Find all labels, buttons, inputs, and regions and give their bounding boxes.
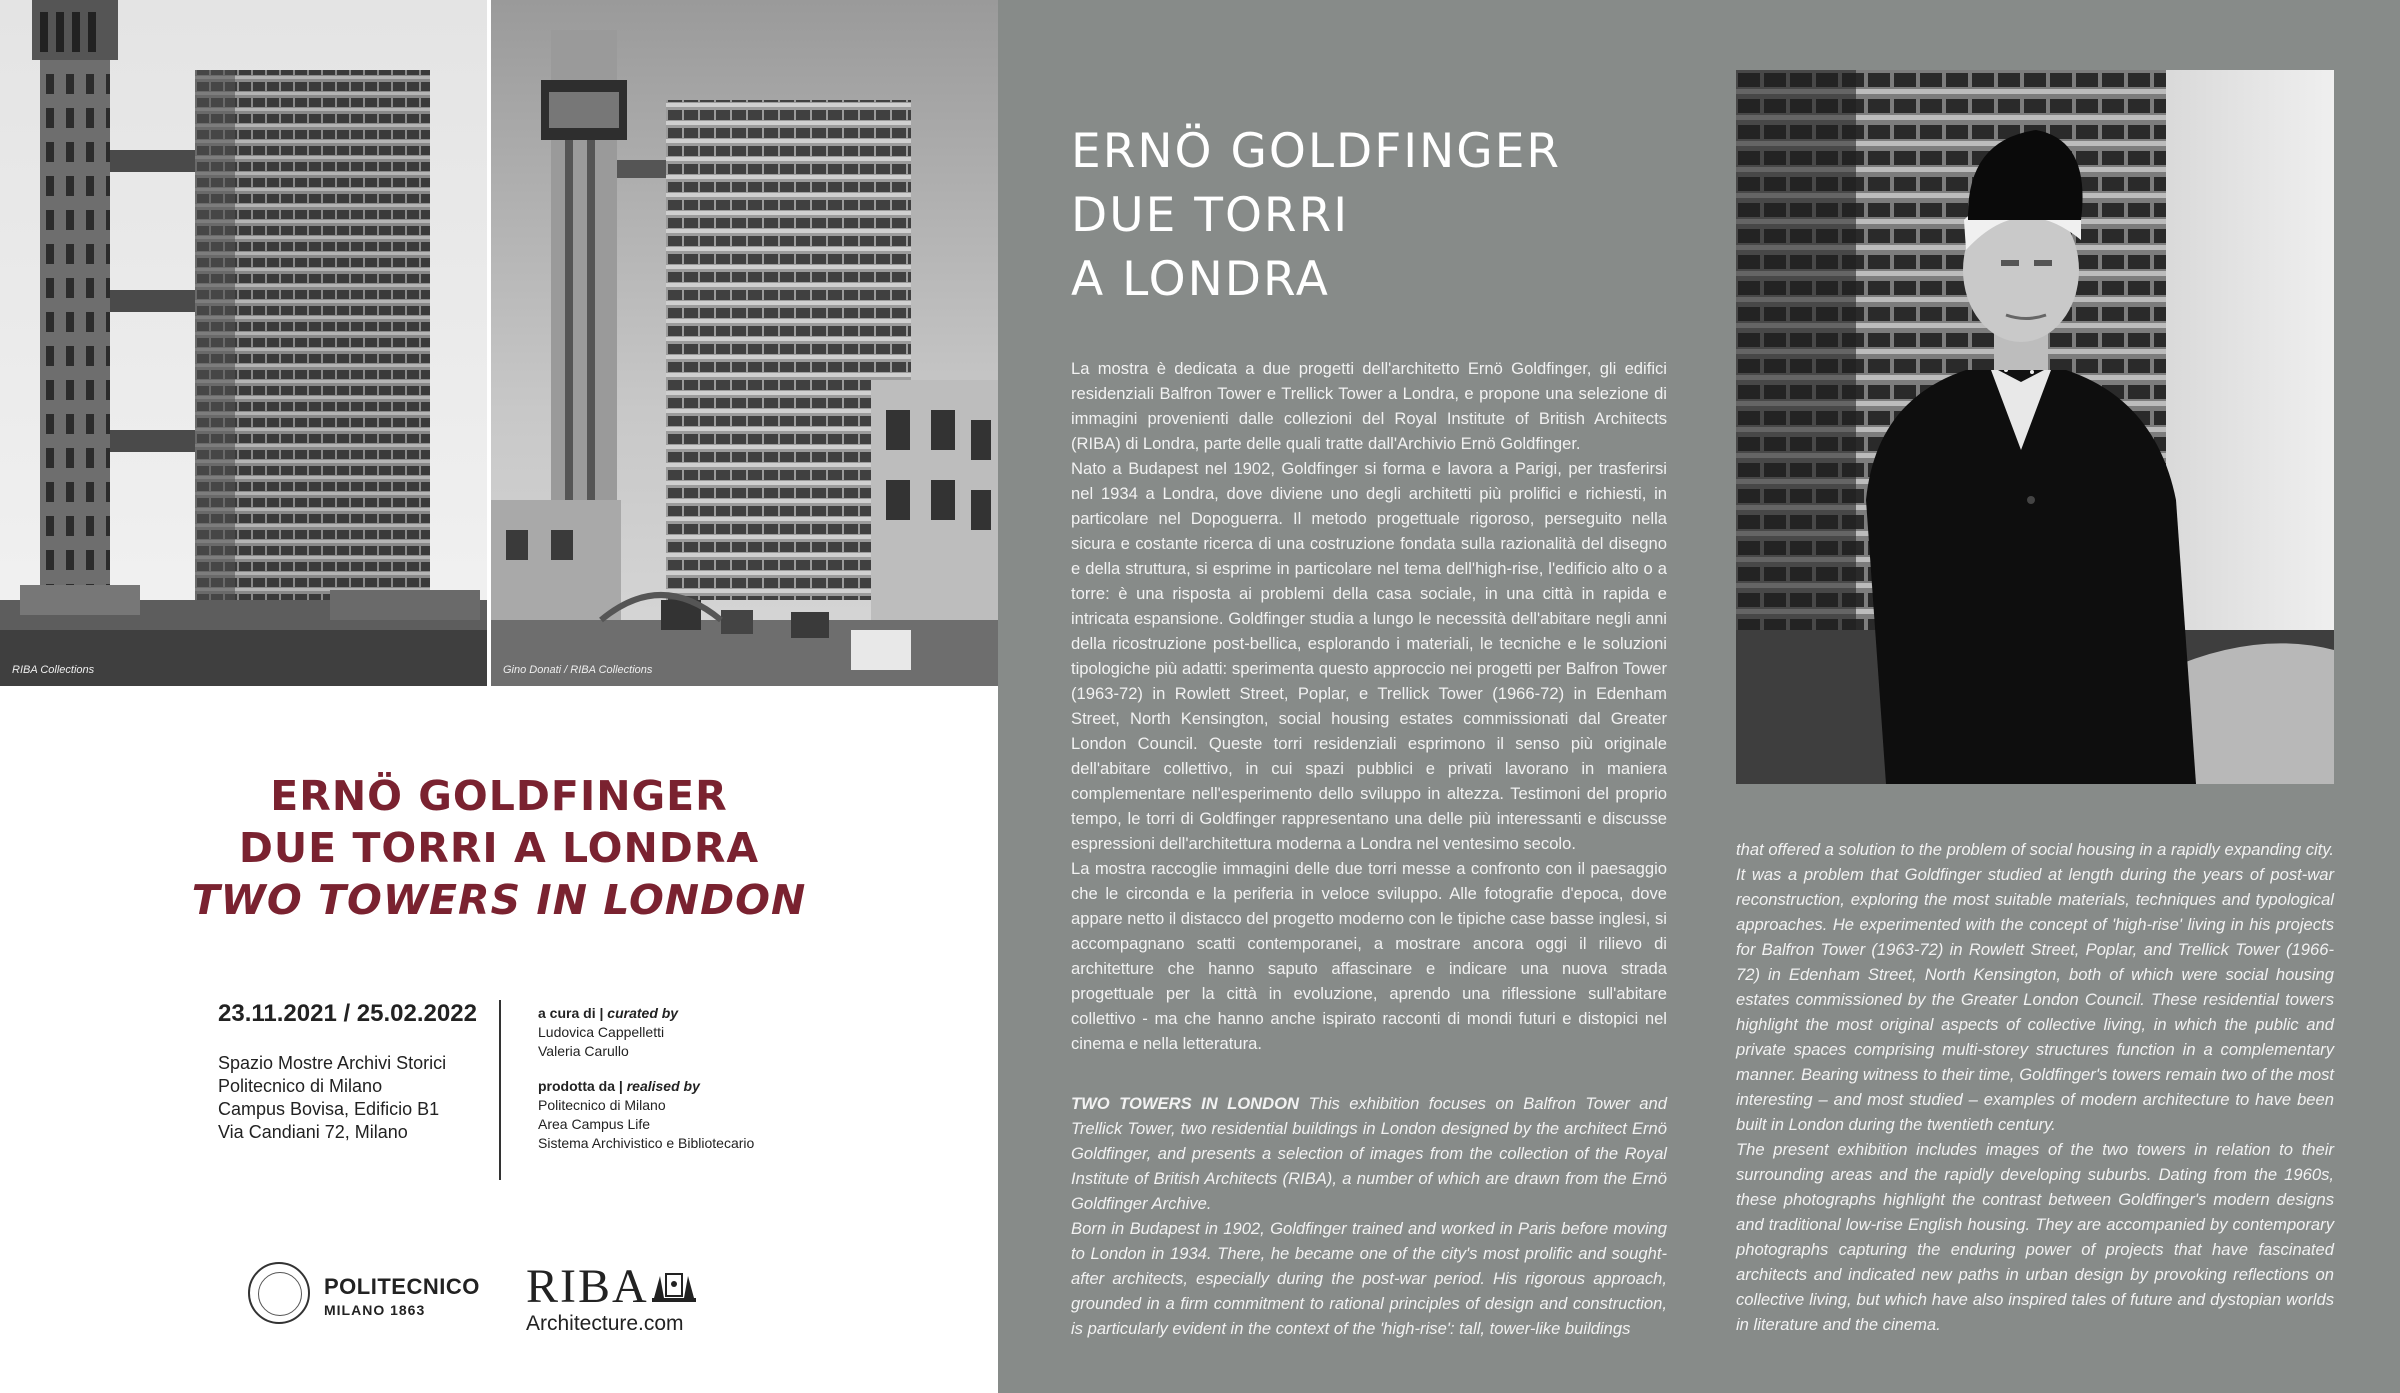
- divider: [499, 1000, 501, 1180]
- photo-credit: Gino Donati / RIBA Collections: [503, 664, 653, 676]
- venue-line: Politecnico di Milano: [218, 1076, 383, 1096]
- politecnico-seal-icon: [248, 1262, 310, 1324]
- text-paragraph: TWO TOWERS IN LONDON This exhibition focuses on Balfron Tower and Trellick Tower, two residential buildings in London designed by the architect Ernö Goldfinger, and presents a selection of images from the collection of the Royal Institute of British Architects (RIBA), a number of which are drawn from the Ernö Goldfinger Archive.: [1071, 1094, 1667, 1213]
- title-line: DUE TORRI A LONDRA: [238, 824, 760, 872]
- produced-heading: prodotta da | realised by: [538, 1078, 700, 1094]
- text-paragraph: La mostra è dedicata a due progetti dell'architetto Ernö Goldfinger, gli edifici residenziali Balfron Tower e Trellick Tower a Londra, e propone una selezione di immagini provenienti dalle collezioni del Royal Institute of British Architects (RIBA) di Londra, parte delle quali tratte dall'Archivio Ernö Goldfinger.: [1071, 359, 1667, 453]
- logo-name: POLITECNICO: [324, 1274, 480, 1299]
- venue-line: Spazio Mostre Archivi Storici: [218, 1053, 447, 1073]
- text-paragraph: La mostra raccoglie immagini delle due torri messe a confronto con il paesaggio che le circonda e la periferia in veloce sviluppo. Alle fotografie d'epoca, dove appare netto il distacco del progetto moderno con le tipiche case basse inglesi, si accompagnano scatti contemporanei, a mostrare ancora oggi il rilievo di architetture che hanno saputo affascinare e indicare una nuova strada progettuale per la città in evoluzione, aprendo una riflessione sull'abitare collettivo - ma che hanno anche ispirato racconti di mondi futuri e distopici nel cinema e nella letteratura.: [1071, 859, 1667, 1053]
- title-english: TWO TOWERS IN LONDON: [191, 876, 807, 924]
- credits-block: [538, 1004, 754, 1153]
- venue-address: [218, 1052, 446, 1144]
- curator-name: Valeria Carullo: [538, 1043, 629, 1059]
- english-text-part-2: [1736, 837, 2334, 1337]
- goldfinger-portrait-photo: [1736, 70, 2334, 784]
- curated-heading: a cura di | curated by: [538, 1005, 679, 1021]
- producer-name: Sistema Archivistico e Bibliotecario: [538, 1135, 755, 1151]
- english-heading: TWO TOWERS IN LONDON: [1071, 1094, 1300, 1113]
- balfron-tower-photo: [0, 0, 487, 686]
- riba-crest-icon: [650, 1268, 698, 1308]
- venue-line: Via Candiani 72, Milano: [218, 1122, 408, 1142]
- text-paragraph: that offered a solution to the problem of social housing in a rapidly expanding city. It was a problem that Goldfinger studied at length during the years of post-war reconstruction, exploring the most suitable materials, techniques and typological approaches. He experimented with the concept of 'high-rise' living in his projects for Balfron Tower (1963-72) in Rowlett Street, Poplar, and Trellick Tower (1966-72) in Edenham Street, North Kensington, both of which were social housing estates commissioned by the Greater London Council. These residential towers highlight the most original aspects of collective living, in which the public and private spaces comprising multi-storey structures function in a complementary manner. Bearing witness to their time, Goldfinger's towers remain two of the most interesting – and most studied – examples of modern architecture to have been built in London during the twentieth century.: [1736, 840, 2334, 1134]
- left-panel: [0, 0, 998, 1393]
- producer-name: Area Campus Life: [538, 1116, 651, 1132]
- right-panel: [998, 0, 2400, 1393]
- logo-name: RIBA: [526, 1260, 649, 1313]
- english-text-part-1: [1071, 1091, 1667, 1341]
- trellick-tower-photo: [491, 0, 998, 686]
- exhibition-dates: 23.11.2021 / 25.02.2022: [218, 1000, 477, 1027]
- curator-name: Ludovica Cappelletti: [538, 1024, 665, 1040]
- logo-subtitle: Architecture.com: [526, 1312, 684, 1335]
- text-paragraph: Born in Budapest in 1902, Goldfinger trained and worked in Paris before moving to London in 1934. There, he became one of the city's most prolific and sought-after architects, especially during the post-war period. His rigorous approach, grounded in a firm commitment to rational principles of design and construction, is particularly evident in the context of the 'high-rise': tall, tower-like buildings: [1071, 1219, 1667, 1338]
- italian-text: [1071, 356, 1667, 1056]
- text-paragraph: The present exhibition includes images of the two towers in relation to their surrounding areas and the rapidly developing suburbs. Dating from the 1960s, these photographs highlight the contrast between Goldfinger's modern designs and traditional low-rise English housing. They are accompanied by contemporary photographs capturing the enduring power of projects that have fascinated architects and indicated new paths in urban design by provoking reflections on collective living, but which have also inspired tales of future and dystopian worlds in literature and the cinema.: [1736, 1140, 2334, 1334]
- title-line: A LONDRA: [1071, 252, 1330, 307]
- exhibition-title: [0, 770, 998, 926]
- photo-credit: RIBA Collections: [12, 664, 95, 676]
- logo-subtitle: MILANO 1863: [324, 1302, 426, 1318]
- politecnico-logo: [248, 1262, 498, 1332]
- title-line: ERNÖ GOLDFINGER: [270, 772, 728, 820]
- panel-title: [1071, 120, 1561, 312]
- producer-name: Politecnico di Milano: [538, 1097, 666, 1113]
- text-paragraph: Nato a Budapest nel 1902, Goldfinger si forma e lavora a Parigi, per trasferirsi nel 1934 a Londra, dove diviene uno degli architetti più prolifici e richiesti, in particolare nel Dopoguerra. Il metodo progettuale rigoroso, perseguito nella sicura e costante ricerca di una costruzione fondata sulla razionalità del disegno e della struttura, si esprime in particolare nel tema dell'high-rise, l'edificio alto o a torre: è una risposta ai problemi della casa sociale, in una città in rapida e intricata espansione. Goldfinger studia a lungo le necessità dell'abitare negli anni della ricostruzione post-bellica, esplorando i materiali, le tecniche e le soluzioni tipologiche più adatti: sperimenta questo approccio nei progetti per Balfron Tower (1963-72) in Rowlett Street, Poplar, e Trellick Tower (1966-72) in Edenham Street, North Kensington, social housing estates commissionati dal Greater London Council. Queste torri residenziali esprimono il senso più originale dell'abitare collettivo, in cui spazi pubblici e privati lavorano in maniera complementare nell'esperimento dello sviluppo in altezza. Testimoni del proprio tempo, le torri di Goldfinger rappresentano una delle più interessanti e discusse espressioni dell'architettura moderna a Londra nel ventesimo secolo.: [1071, 459, 1667, 853]
- title-line: ERNÖ GOLDFINGER: [1071, 124, 1562, 179]
- venue-line: Campus Bovisa, Edificio B1: [218, 1099, 440, 1119]
- title-line: DUE TORRI: [1071, 188, 1350, 243]
- riba-logo: [522, 1262, 762, 1342]
